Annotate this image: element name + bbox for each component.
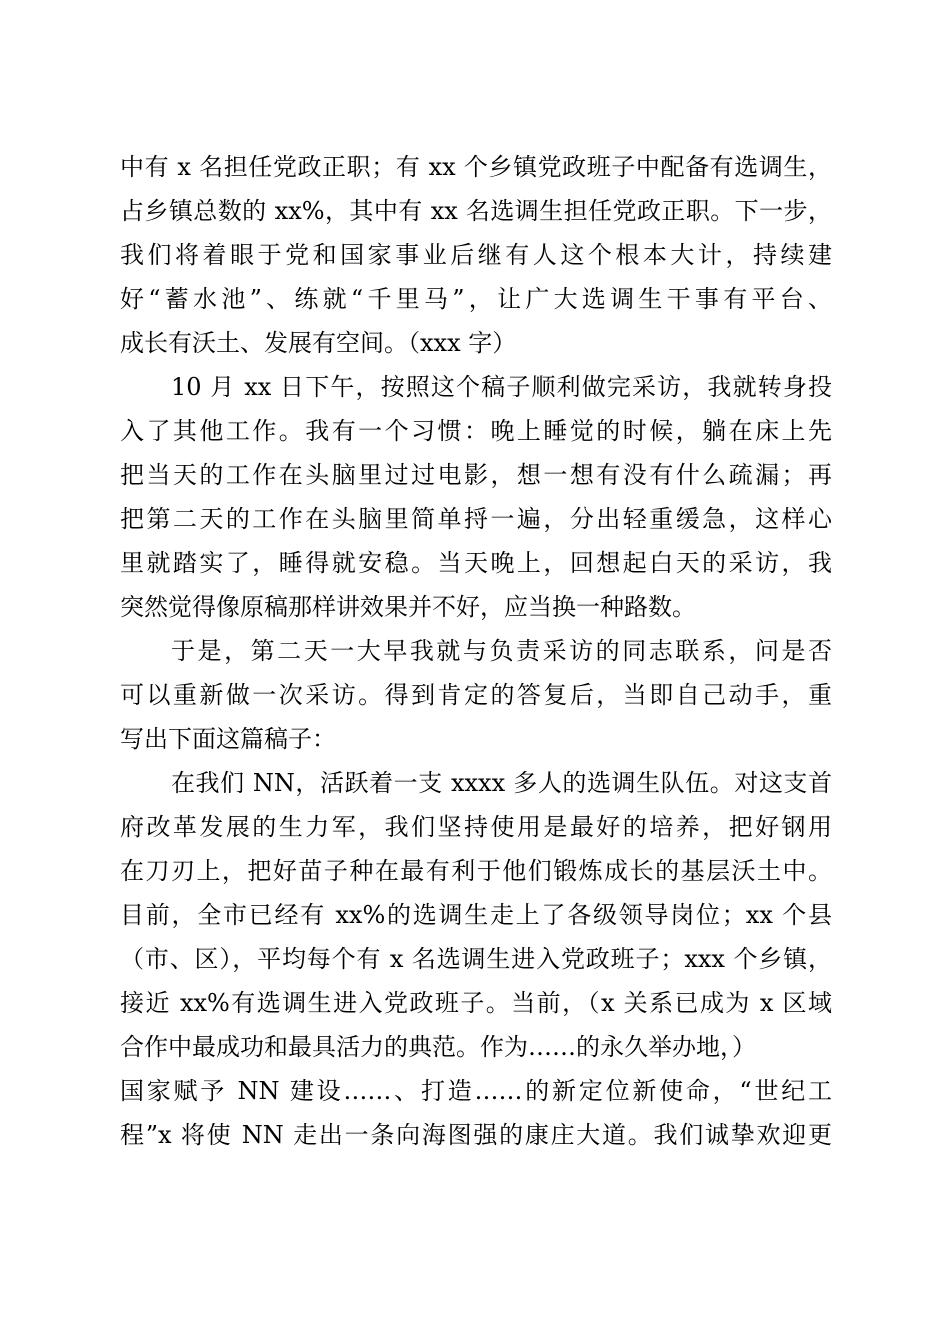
text-line: 好“蓄水池”、练就“千里马”，让广大选调生干事有平台、: [120, 285, 832, 313]
paragraph-first-line: 10 月 xx 日下午，按照这个稿子顺利做完采访，我就转身投: [171, 373, 832, 401]
text-line: 程”x 将使 NN 走出一条向海图强的康庄大道。我们诚挚欢迎更: [120, 1121, 832, 1149]
text-line: 府改革发展的生力军，我们坚持使用是最好的培养，把好钢用: [120, 813, 832, 841]
paragraph-first-line: 在我们 NN，活跃着一支 xxxx 多人的选调生队伍。对这支首: [171, 769, 832, 797]
text-line: 合作中最成功和最具活力的典范。作为……的永久举办地，）: [120, 1033, 756, 1061]
text-line: 在刀刃上，把好苗子种在最有利于他们锻炼成长的基层沃土中。: [120, 857, 832, 885]
text-line: 把当天的工作在头脑里过过电影，想一想有没有什么疏漏；再: [120, 461, 832, 489]
text-line: 写出下面这篇稿子：: [120, 725, 336, 753]
text-line: （市、区），平均每个有 x 名选调生进入党政班子；xxx 个乡镇，: [120, 945, 832, 973]
text-line: 里就踏实了，睡得就安稳。当天晚上，回想起白天的采访，我: [120, 549, 832, 577]
text-line: 国家赋予 NN 建设……、打造……的新定位新使命，“世纪工: [120, 1077, 832, 1105]
text-line: 把第二天的工作在头脑里简单捋一遍，分出轻重缓急，这样心: [120, 505, 832, 533]
text-line: 可以重新做一次采访。得到肯定的答复后，当即自己动手，重: [120, 681, 832, 709]
text-line: 中有 x 名担任党政正职；有 xx 个乡镇党政班子中配备有选调生，: [120, 153, 832, 181]
text-line: 成长有沃土、发展有空间。（xxx 字）: [120, 329, 517, 357]
text-line: 占乡镇总数的 xx%，其中有 xx 名选调生担任党政正职。下一步，: [120, 197, 832, 225]
text-line: 接近 xx%有选调生进入党政班子。当前，（x 关系已成为 x 区域: [120, 989, 832, 1017]
text-line: 我们将着眼于党和国家事业后继有人这个根本大计，持续建: [120, 241, 832, 269]
paragraph-first-line: 于是，第二天一大早我就与负责采访的同志联系，问是否: [171, 637, 832, 665]
text-line: 突然觉得像原稿那样讲效果并不好，应当换一种路数。: [120, 593, 696, 621]
text-line: 目前，全市已经有 xx%的选调生走上了各级领导岗位；xx 个县: [120, 901, 832, 929]
text-line: 入了其他工作。我有一个习惯：晚上睡觉的时候，躺在床上先: [120, 417, 832, 445]
